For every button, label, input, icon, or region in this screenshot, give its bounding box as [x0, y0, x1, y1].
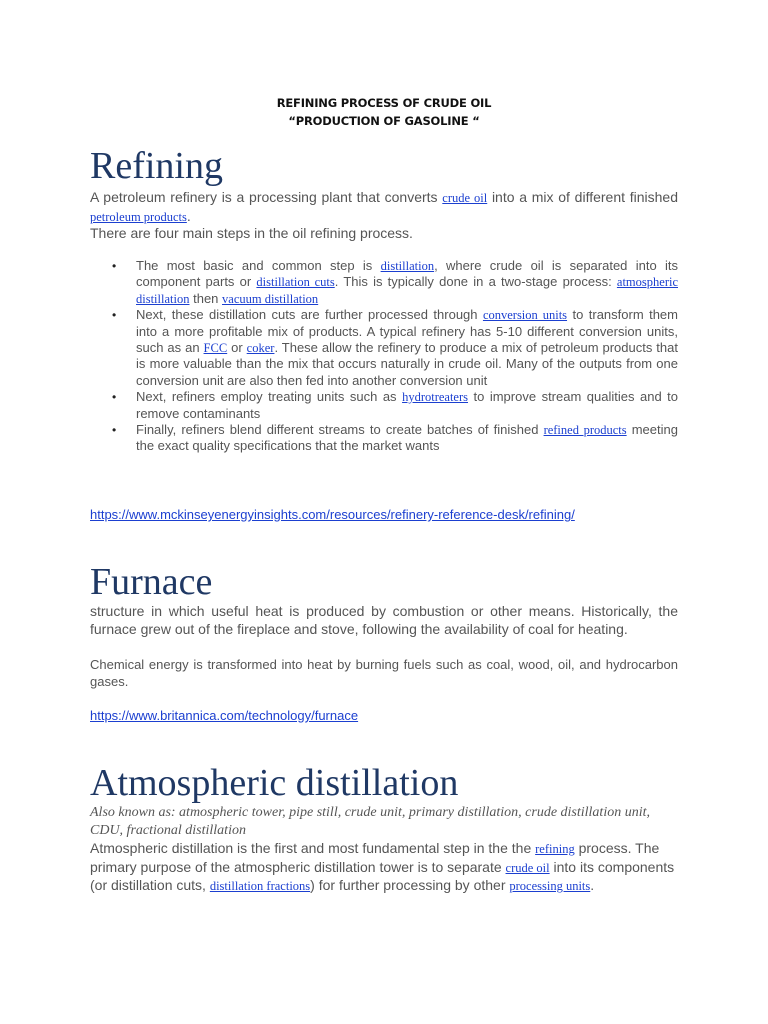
intro-text-a: A petroleum refinery is a processing plant that converts [90, 189, 443, 205]
list-item-text: , where crude oil is separated into its component parts or [136, 258, 678, 290]
intro-text-c: . [186, 207, 191, 224]
distillation-cuts-link[interactable]: distillation cuts [256, 275, 335, 290]
list-item-text: to transform them into a more profitable mix of products. A typical refinery has 5-10 different conversion units, such as an [136, 307, 678, 356]
list-item-text: or [227, 340, 247, 356]
intro-text-b: into a mix of different finished [487, 189, 678, 205]
list-item [110, 258, 678, 307]
furnace-paragraph-1: structure in which useful heat is produced by combustion or other means. Historically, the furnace grew out of the fireplace and stove, following the availability of coal for heating. [90, 603, 678, 637]
crude-oil-link-2[interactable]: crude oil [505, 860, 550, 875]
mckinsey-source-link[interactable]: https://www.mckinseyenergyinsights.com/resources/refinery-reference-desk/refining/ [90, 507, 575, 522]
distillation-fractions-link[interactable]: distillation fractions [209, 879, 311, 893]
list-item-text: to improve stream qualities and to remove contaminants [136, 389, 679, 421]
refining-intro-2: There are four main steps in the oil refining process. [90, 225, 413, 241]
refined-products-link[interactable]: refined products [543, 423, 627, 438]
furnace-paragraph-2: Chemical energy is transformed into heat by burning fuels such as coal, wood, oil, and hydrocarbon gases. [90, 657, 678, 689]
refining-source [90, 506, 678, 524]
vacuum-distillation-link[interactable]: vacuum distillation [222, 291, 319, 306]
refining-link[interactable]: refining [535, 842, 575, 856]
list-item-text: then [189, 290, 223, 306]
furnace-heading: Furnace [90, 561, 213, 603]
refining-heading: Refining [90, 145, 223, 187]
list-item-text: meeting the exact quality specifications that the market wants [136, 422, 678, 454]
list-item [110, 307, 678, 389]
processing-units-link[interactable]: processing units [509, 879, 591, 893]
document-title: REFINING PROCESS OF CRUDE OIL [276, 96, 492, 110]
list-item-text: . These allow the refinery to produce a mix of petroleum products that is more valuable than the mix that occurs naturally in crude oil. Many of the outputs from one conversion unit are also then fed into another conversion unit [136, 340, 678, 388]
crude-oil-link[interactable]: crude oil [442, 191, 488, 205]
conversion-units-link[interactable]: conversion units [482, 308, 568, 323]
document-subtitle: “PRODUCTION OF GASOLINE “ [288, 114, 480, 128]
list-item-text: The most basic and common step is [136, 258, 381, 273]
list-item-text: . This is typically done in a two-stage process: [334, 274, 617, 290]
paragraph-text: ) for further processing by other [310, 877, 510, 893]
fcc-link[interactable]: FCC [203, 341, 228, 356]
atmospheric-distillation-link[interactable]: atmospheric distillation [136, 275, 678, 306]
list-item-text: Finally, refiners blend different streams to create batches of finished [136, 422, 544, 438]
refining-steps-list [110, 258, 678, 455]
coker-link[interactable]: coker [246, 341, 275, 356]
list-item-text: Next, these distillation cuts are further processed through [136, 307, 483, 323]
distillation-link[interactable]: distillation [380, 259, 435, 273]
refining-intro [90, 189, 678, 226]
also-known-as: Also known as: atmospheric tower, pipe still, crude unit, primary distillation, crude distillation unit, CDU, fractional distillation [90, 805, 650, 838]
atmospheric-distillation-paragraph [90, 840, 678, 896]
paragraph-text: process. The primary purpose of the atmospheric distillation tower is to separate [90, 840, 660, 875]
list-item [110, 422, 678, 455]
atmospheric-distillation-heading: Atmospheric distillation [90, 762, 459, 804]
petroleum-products-link[interactable]: petroleum products [90, 209, 187, 224]
paragraph-text: Atmospheric distillation is the first and most fundamental step in the the [90, 840, 536, 856]
paragraph-text: . [590, 877, 595, 893]
paragraph-text: into its components (or distillation cuts, [90, 858, 675, 893]
list-item [110, 389, 678, 422]
britannica-source-link[interactable]: https://www.britannica.com/technology/furnace [90, 708, 359, 723]
hydrotreaters-link[interactable]: hydrotreaters [402, 390, 469, 405]
furnace-source [90, 707, 678, 725]
list-item-text: Next, refiners employ treating units such as [136, 389, 403, 405]
